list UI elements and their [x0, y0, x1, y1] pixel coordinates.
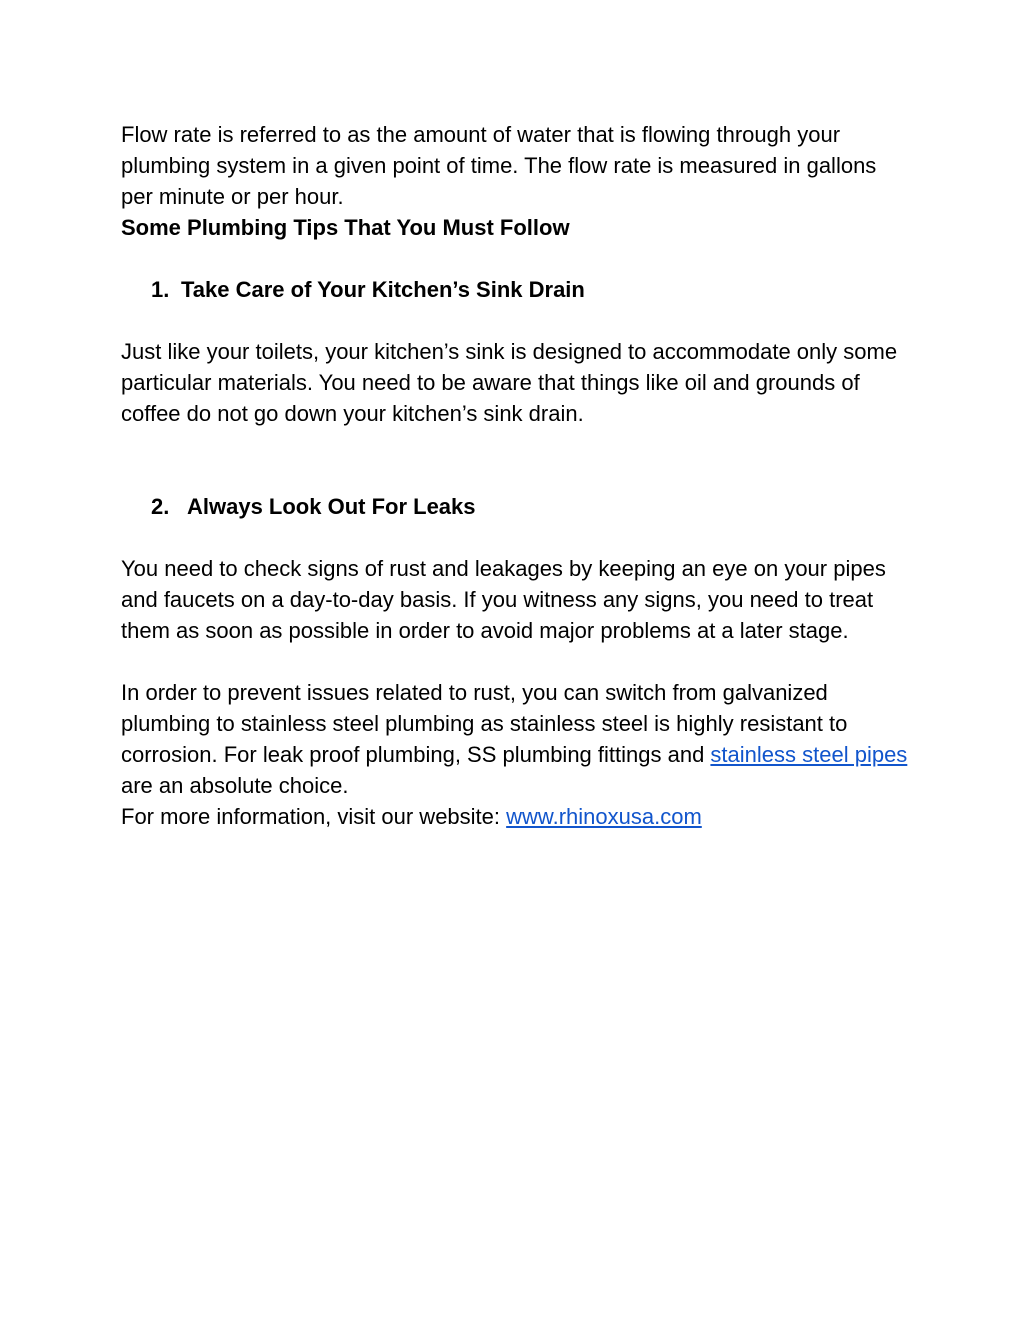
list-item-2 [121, 491, 911, 522]
list-item-1 [121, 274, 911, 305]
website-link[interactable]: www.rhinoxusa.com [506, 804, 702, 829]
spacer [121, 305, 911, 336]
stainless-steel-pipes-link[interactable]: stainless steel pipes [710, 742, 908, 767]
list-item-2-body: You need to check signs of rust and leakages by keeping an eye on your pipes and faucets on a day-to-day basis. If you witness any signs, you need to treat them as soon as possible in order to avoid major problems at a later stage. [121, 556, 886, 643]
list-item-title: Take Care of Your Kitchen’s Sink Drain [181, 277, 585, 302]
rust-text: In order to prevent issues related to rust, you can switch from galvanized plumbing to stainless steel plumbing as stainless steel is highly resistant to corrosion. For leak proof plumbing, SS plumbing fittings and [121, 680, 848, 767]
spacer [121, 429, 911, 491]
list-number: 1. [151, 277, 170, 302]
spacer [121, 522, 911, 553]
document-page [121, 119, 911, 832]
list-item-title: Always Look Out For Leaks [187, 494, 476, 519]
list-item-1-body: Just like your toilets, your kitchen’s sink is designed to accommodate only some particular materials. You need to be aware that things like oil and grounds of coffee do not go down your kitchen’s sink drain. [121, 339, 898, 426]
spacer [121, 243, 911, 274]
rust-paragraph [121, 677, 911, 801]
section-heading: Some Plumbing Tips That You Must Follow [121, 215, 570, 240]
intro-paragraph: Flow rate is referred to as the amount of water that is flowing through your plumbing system in a given point of time. The flow rate is measured in gallons per minute or per hour. [121, 122, 877, 209]
list-number: 2. [151, 494, 170, 519]
spacer [121, 646, 911, 677]
more-info-label: For more information, visit our website: [121, 804, 507, 829]
more-info-line [121, 801, 911, 832]
rust-text-end: are an absolute choice. [121, 773, 349, 798]
